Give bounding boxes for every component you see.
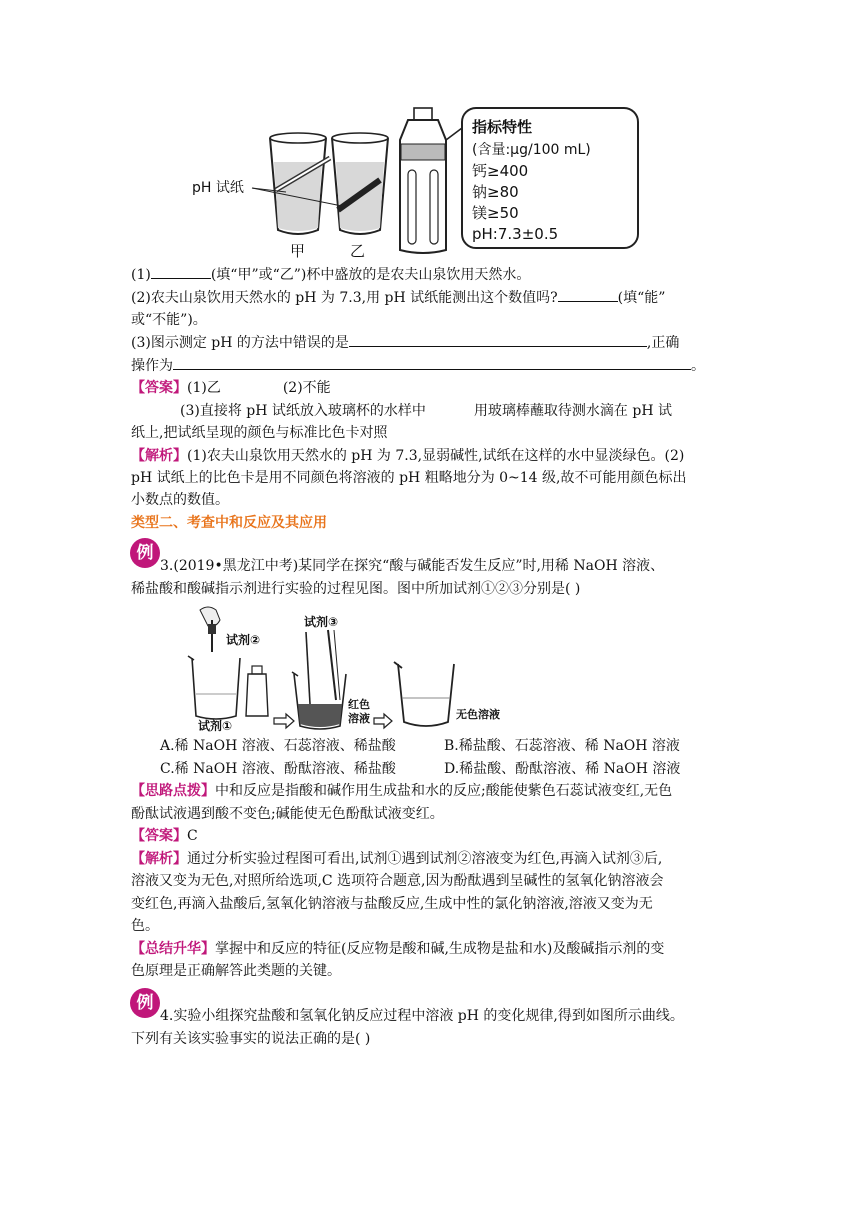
explanation-2-text: 色。: [131, 918, 159, 934]
question-4-line2: [131, 1028, 370, 1050]
explanation-2-text: 溶液又变为无色,对照所给选项,C 选项符合题意,因为酚酞遇到呈碱性的氢氧化钠溶液会: [131, 873, 664, 889]
q2-text: (2)农夫山泉饮用天然水的 pH 为 7.3,用 pH 试纸能测出这个数值吗?: [131, 290, 558, 306]
explanation-tag: 【解析】: [131, 851, 187, 867]
figure-ph-test-beakers-bottle: [190, 100, 650, 262]
answer-2: [131, 825, 198, 847]
explanation-1-line2: [131, 467, 687, 489]
question-3-line1: [160, 555, 664, 577]
hint-tag: 【思路点拨】: [131, 783, 215, 799]
answer-blank: [151, 264, 211, 279]
option-d: D.稀盐酸、酚酞溶液、稀 NaOH 溶液: [444, 761, 681, 777]
summary-line2: [131, 960, 341, 982]
explanation-2-line1: [131, 848, 662, 870]
question-4-text: 4.实验小组探究盐酸和氢氧化钠反应过程中溶液 pH 的变化规律,得到如图所示曲线。: [160, 1008, 684, 1024]
explanation-1-line3: [131, 489, 229, 511]
question-4-line1: [160, 1005, 684, 1027]
answer-1: [131, 377, 331, 399]
answer-2-value: C: [187, 828, 198, 844]
beaker-3: [394, 662, 454, 726]
dropper-hand: [200, 607, 220, 652]
option-c: C.稀 NaOH 溶液、酚酞溶液、稀盐酸: [160, 761, 396, 777]
explanation-1-text: 小数点的数值。: [131, 492, 229, 508]
explanation-2-line2: [131, 870, 664, 892]
explanation-2-text: 通过分析实验过程图可看出,试剂①遇到试剂②溶液变为红色,再滴入试剂③后,: [187, 851, 663, 867]
answer-blank: [558, 287, 618, 302]
answer-1-c2: 用玻璃棒蘸取待测水滴在 pH 试: [473, 403, 672, 419]
label-reagent-3: 试剂③: [304, 615, 339, 629]
spec-ca: 钙≥400: [472, 162, 529, 180]
hint-line1: [131, 780, 672, 802]
spec-ph: pH:7.3±0.5: [472, 225, 559, 243]
arrow-icon: [274, 714, 294, 728]
spec-title: 指标特性: [472, 118, 533, 136]
example-badge: 例: [130, 538, 160, 568]
spec-unit: (含量:μg/100 mL): [472, 142, 591, 158]
question-part-2-cont: [131, 309, 207, 331]
question-part-3: [131, 332, 679, 354]
answer-1-c-line1: [180, 400, 672, 422]
option-a: A.稀 NaOH 溶液、石蕊溶液、稀盐酸: [160, 738, 396, 754]
q2-cont-text: 或“不能”)。: [131, 312, 207, 328]
explanation-1-line1: [131, 445, 684, 467]
q1-prefix: (1): [131, 267, 151, 283]
answer-1-c-line2: [131, 422, 387, 444]
question-part-2: [131, 287, 665, 309]
section-heading-type2: 类型二、考查中和反应及其应用: [131, 515, 327, 531]
label-ph-paper: pH 试纸: [192, 180, 244, 196]
answer-1-b: (2)不能: [282, 380, 331, 396]
label-red-1: 红色: [348, 698, 370, 711]
hint-line2: [131, 803, 444, 825]
label-jia: 甲: [290, 242, 306, 260]
q3-suffix: ,正确: [646, 335, 680, 351]
q2-suffix: (填“能”: [617, 290, 666, 306]
explanation-1-text: (1)农夫山泉饮用天然水的 pH 为 7.3,显弱碱性,试纸在这样的水中显淡绿色。(2): [187, 448, 685, 464]
explanation-1-text: pH 试纸上的比色卡是用不同颜色将溶液的 pH 粗略地分为 0~14 级,故不可能用颜色标出: [131, 470, 687, 486]
explanation-2-line3: [131, 893, 653, 915]
summary-text: 色原理是正确解答此类题的关键。: [131, 963, 341, 979]
figure-neutralization-experiment: [186, 604, 516, 734]
question-4-text: 下列有关该实验事实的说法正确的是( ): [131, 1031, 371, 1047]
arrow-icon: [374, 714, 392, 728]
answer-1-c3: 纸上,把试纸呈现的颜色与标准比色卡对照: [131, 425, 388, 441]
example-badge: 例: [130, 988, 160, 1018]
answer-blank: [173, 355, 691, 370]
q1-text: (填“甲”或“乙”)杯中盛放的是农夫山泉饮用天然水。: [210, 267, 531, 283]
summary-text: 掌握中和反应的特征(反应物是酸和碱,生成物是盐和水)及酸碱指示剂的变: [215, 941, 665, 957]
question-3-text: 3.(2019•黑龙江中考)某同学在探究“酸与碱能否发生反应”时,用稀 NaOH 溶液、: [160, 558, 665, 574]
label-colorless: 无色溶液: [456, 708, 500, 721]
question-3-text: 稀盐酸和酸碱指示剂进行实验的过程见图。图中所加试剂①②③分别是( ): [131, 581, 581, 597]
question-part-3-cont: 操作为 。: [131, 355, 705, 377]
label-reagent-2: 试剂②: [226, 633, 261, 647]
option-b: B.稀盐酸、石蕊溶液、稀 NaOH 溶液: [444, 738, 680, 754]
water-bottle: [400, 108, 446, 253]
hint-text: 中和反应是指酸和碱作用生成盐和水的反应;酸能使紫色石蕊试液变红,无色: [215, 783, 673, 799]
hint-text: 酚酞试液遇到酸不变色;碱能使无色酚酞试液变红。: [131, 806, 444, 822]
answer-1-a: (1)乙: [187, 380, 221, 396]
summary-tag: 【总结升华】: [131, 941, 215, 957]
answer-blank: [349, 332, 647, 347]
answer-tag: 【答案】: [131, 380, 187, 396]
q3-cont-text: 操作为: [131, 358, 173, 374]
answer-tag: 【答案】: [131, 828, 187, 844]
beaker-1: [188, 656, 240, 719]
spec-na: 钠≥80: [472, 183, 519, 201]
spec-mg: 镁≥50: [472, 204, 519, 222]
question-part-1: [131, 264, 530, 286]
label-yi: 乙: [350, 242, 366, 260]
explanation-2-text: 变红色,再滴入盐酸后,氢氧化钠溶液与盐酸反应,生成中性的氯化钠溶液,溶液又变为无: [131, 896, 653, 912]
label-reagent-1: 试剂①: [198, 719, 233, 733]
cup-jia: [270, 133, 330, 234]
q3-text: (3)图示测定 pH 的方法中错误的是: [131, 335, 349, 351]
explanation-2-line4: [131, 915, 159, 937]
reagent-bottle: [246, 666, 268, 716]
label-red-2: 溶液: [348, 712, 370, 725]
question-3-line2: [131, 578, 580, 600]
explanation-tag: 【解析】: [131, 448, 187, 464]
answer-1-c1: (3)直接将 pH 试纸放入玻璃杯的水样中: [180, 403, 426, 419]
cup-yi: [332, 133, 388, 234]
summary-line1: [131, 938, 664, 960]
